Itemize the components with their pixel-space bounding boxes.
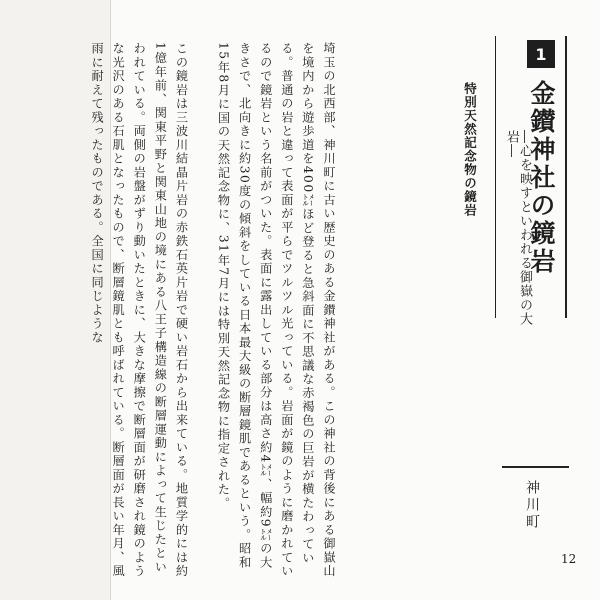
chapter-number-badge: 1	[527, 40, 555, 68]
body-text	[86, 42, 339, 582]
place-name: 神川町	[524, 480, 540, 531]
title-rule-right	[565, 36, 567, 318]
page-number: 12	[561, 552, 577, 566]
book-page	[90, 0, 600, 600]
title-rule-left	[495, 36, 496, 318]
body-paragraph-1: 埼玉の北西部、神川町に古い歴史のある金鑚神社がある。この神社の背後にある御嶽山を境内から遊歩道を400㍍ほど登ると急斜面に不思議な赤褐色の巨岩が横たわっている。普通の岩と違って表面が平らでツルツル光っている。岩面が鏡のように磨かれているので鏡岩という名前がついた。表面に露出している部分は高さ約4㍍、幅約9㍍の大きさで、北向きに約30度の傾斜をしている日本最大級の断層鏡肌であるという。昭和15年8月に国の天然記念物に、31年7月には特別天然記念物に指定された。	[216, 42, 336, 579]
body-paragraph-2: この鏡岩は三波川結晶片岩の赤鉄石英片岩で硬い岩石から出来ている。地質学的には約1億年前、関東平野と関東山地の境にある八王子構造線の断層運動によって生じたといわれている。両側の岩盤がずり動いたときに、大きな摩擦で断層面が研磨され鏡のような光沢のある石肌となったもので、断層鏡肌とも呼ばれている。断層面が長い年月、風雨に耐えて残ったものである。全国に同じような	[90, 42, 189, 579]
place-rule	[502, 466, 569, 468]
section-heading: 特別天然記念物の鏡岩	[462, 82, 478, 217]
chapter-subtitle: ―心を映すといわれる御嶽の大岩―	[504, 130, 532, 326]
chapter-title: 金鑚神社の鏡岩	[527, 80, 556, 276]
